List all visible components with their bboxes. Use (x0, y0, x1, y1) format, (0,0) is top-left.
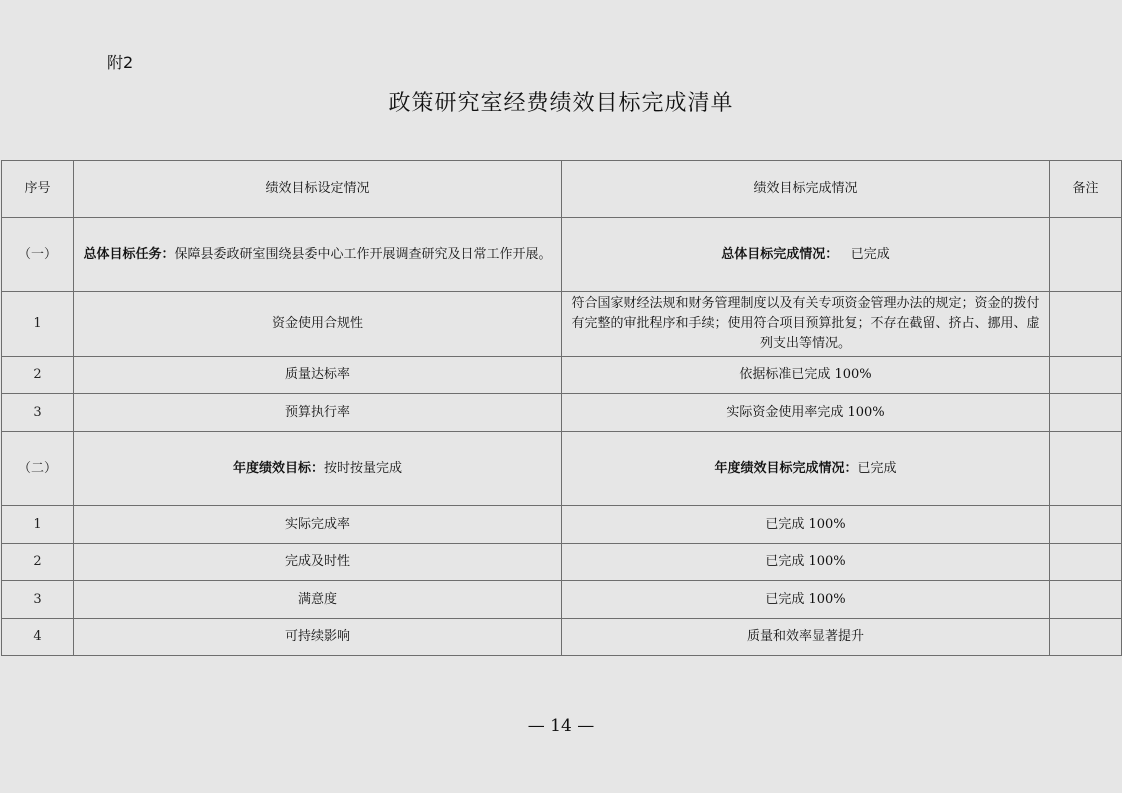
overall-result-text: 已完成 (850, 246, 890, 262)
table-row (2, 619, 1122, 656)
row-result: 符合国家财经法规和财务管理制度以及有关专项资金管理办法的规定；资金的拨付有完整的审批程序和手续；使用符合项目预算批复；不存在截留、挤占、挪用、虚列支出等情况。 (562, 292, 1050, 357)
row-seq: 2 (2, 544, 74, 581)
row-remark (1050, 357, 1122, 394)
table-header-row (2, 161, 1122, 218)
column-header-seq: 序号 (2, 161, 74, 218)
annual-result-text: 已完成 (857, 460, 897, 476)
row-remark (1050, 394, 1122, 432)
performance-table (1, 160, 1122, 656)
column-header-remark: 备注 (1050, 161, 1122, 218)
annual-target-label: 年度绩效目标： (232, 460, 324, 476)
remark-cell (1050, 218, 1122, 292)
table-row (2, 357, 1122, 394)
section-seq: （二） (2, 432, 74, 506)
annual-target-cell (74, 432, 562, 506)
section-row-annual (2, 432, 1122, 506)
annual-target-text: 按时按量完成 (324, 460, 403, 476)
row-result: 依据标准已完成 100% (562, 357, 1050, 394)
row-remark (1050, 506, 1122, 544)
section-row-overall (2, 218, 1122, 292)
row-result: 质量和效率显著提升 (562, 619, 1050, 656)
overall-result-cell (562, 218, 1050, 292)
page-title: 政策研究室经费绩效目标完成清单 (388, 91, 734, 116)
overall-target-text: 保障县委政研室围绕县委中心工作开展调查研究及日常工作开展。 (174, 246, 552, 262)
row-result: 已完成 100% (562, 506, 1050, 544)
row-result: 已完成 100% (562, 544, 1050, 581)
table-row (2, 581, 1122, 619)
attachment-label: 附2 (107, 53, 134, 72)
row-seq: 3 (2, 394, 74, 432)
row-remark (1050, 619, 1122, 656)
overall-target-cell (74, 218, 562, 292)
row-target: 可持续影响 (74, 619, 562, 656)
annual-result-cell (562, 432, 1050, 506)
row-target: 满意度 (74, 581, 562, 619)
table-row (2, 544, 1122, 581)
row-target: 资金使用合规性 (74, 292, 562, 357)
row-target: 完成及时性 (74, 544, 562, 581)
row-remark (1050, 292, 1122, 357)
row-seq: 1 (2, 506, 74, 544)
row-remark (1050, 581, 1122, 619)
row-target: 实际完成率 (74, 506, 562, 544)
page-number: — 14 — (527, 716, 595, 736)
row-remark (1050, 544, 1122, 581)
row-target: 质量达标率 (74, 357, 562, 394)
overall-result-label: 总体目标完成情况： (721, 246, 839, 262)
row-target: 预算执行率 (74, 394, 562, 432)
row-seq: 4 (2, 619, 74, 656)
row-result: 已完成 100% (562, 581, 1050, 619)
row-result: 实际资金使用率完成 100% (562, 394, 1050, 432)
table-row (2, 506, 1122, 544)
overall-target-label: 总体目标任务： (83, 246, 175, 262)
annual-result-label: 年度绩效目标完成情况： (714, 460, 858, 476)
remark-cell (1050, 432, 1122, 506)
table-row (2, 292, 1122, 357)
section-seq: （一） (2, 218, 74, 292)
row-seq: 1 (2, 292, 74, 357)
row-seq: 3 (2, 581, 74, 619)
column-header-target: 绩效目标设定情况 (74, 161, 562, 218)
table-row (2, 394, 1122, 432)
row-seq: 2 (2, 357, 74, 394)
column-header-result: 绩效目标完成情况 (562, 161, 1050, 218)
